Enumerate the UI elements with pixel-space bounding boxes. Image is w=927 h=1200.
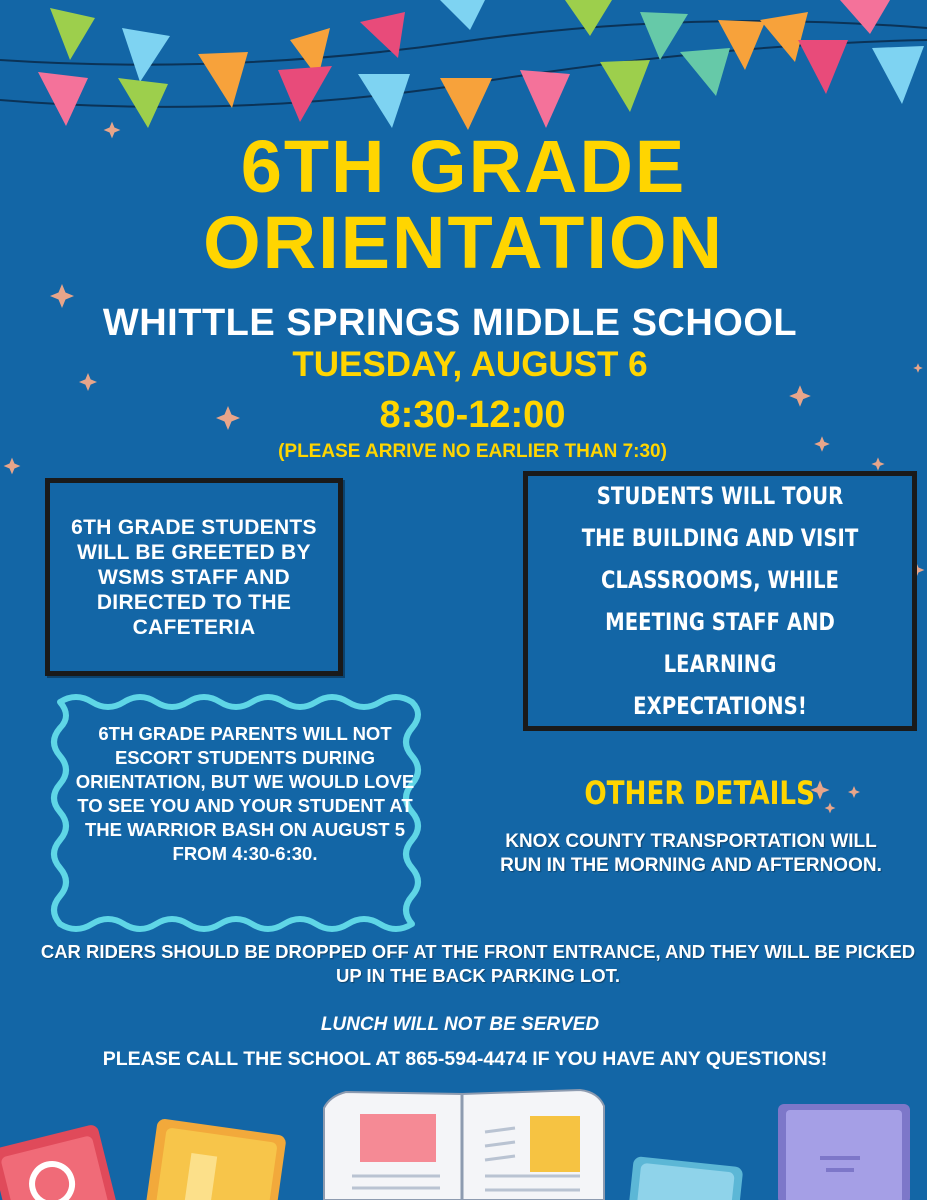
pennant-icon bbox=[440, 0, 485, 30]
transportation-note: KNOX COUNTY TRANSPORTATION WILL RUN IN THE MORNING AND AFTERNOON. bbox=[500, 831, 882, 876]
greeting-box-text: 6TH GRADE STUDENTS WILL BE GREETED BY WSMS STAFF AND DIRECTED TO THE CAFETERIA bbox=[71, 515, 317, 639]
other-details-heading-text: OTHER DETAILS bbox=[584, 774, 816, 812]
pennant-icon bbox=[760, 12, 808, 62]
pennant-icon bbox=[122, 28, 170, 82]
school-name: WHITTLE SPRINGS MIDDLE SCHOOL bbox=[102, 302, 798, 344]
lunch-note: LUNCH WILL NOT BE SERVED bbox=[320, 1014, 600, 1035]
pennant-icon bbox=[520, 70, 570, 128]
title-line-1: 6TH GRADE bbox=[240, 125, 687, 208]
pennant-icon bbox=[680, 48, 730, 96]
parents-note: 6TH GRADE PARENTS WILL NOT ESCORT STUDENTS DURING ORIENTATION, BUT WE WOULD LOVE TO SEE YOU AND YOUR STUDENT AT THE WARRIOR BASH ON AUGUST 5 FROM 4:30-6:30. bbox=[75, 723, 415, 864]
pennant-icon bbox=[840, 0, 890, 34]
pennant-icon bbox=[118, 78, 168, 128]
pennant-icon bbox=[565, 0, 612, 36]
event-time: 8:30-12:00 bbox=[379, 394, 566, 436]
pennant-icon bbox=[38, 72, 88, 126]
pennant-icon bbox=[600, 60, 650, 112]
pennant-icon bbox=[358, 74, 410, 128]
book-icon bbox=[778, 1104, 910, 1200]
contact-note: PLEASE CALL THE SCHOOL AT 865-594-4474 IF YOU HAVE ANY QUESTIONS! bbox=[102, 1048, 828, 1070]
pennant-icon bbox=[50, 8, 95, 60]
pennant-icon bbox=[198, 52, 248, 108]
tour-box-text: STUDENTS WILL TOUR THE BUILDING AND VISIT CLASSROOMS, WHILE MEETING STAFF AND LEARNING EXPECTATIONS! bbox=[581, 482, 859, 720]
book-icon bbox=[143, 1118, 287, 1200]
car-riders-note: CAR RIDERS SHOULD BE DROPPED OFF AT THE FRONT ENTRANCE, AND THEY WILL BE PICKED UP IN THE BACK PARKING LOT. bbox=[40, 941, 916, 986]
greeting-box bbox=[45, 478, 343, 676]
pennant-icon bbox=[798, 40, 848, 94]
tour-box bbox=[523, 471, 917, 731]
arrival-note: (PLEASE ARRIVE NO EARLIER THAN 7:30) bbox=[278, 441, 667, 462]
open-book-icon bbox=[324, 1090, 604, 1200]
other-details-heading bbox=[540, 772, 860, 814]
pennant-icon bbox=[872, 46, 924, 104]
pennant-icon bbox=[440, 78, 492, 130]
book-icon bbox=[627, 1156, 744, 1200]
books bbox=[0, 1090, 910, 1200]
book-icon bbox=[0, 1123, 123, 1200]
pennant-icon bbox=[278, 66, 332, 122]
event-date: TUESDAY, AUGUST 6 bbox=[292, 345, 648, 384]
title-line-2: ORIENTATION bbox=[203, 201, 724, 284]
